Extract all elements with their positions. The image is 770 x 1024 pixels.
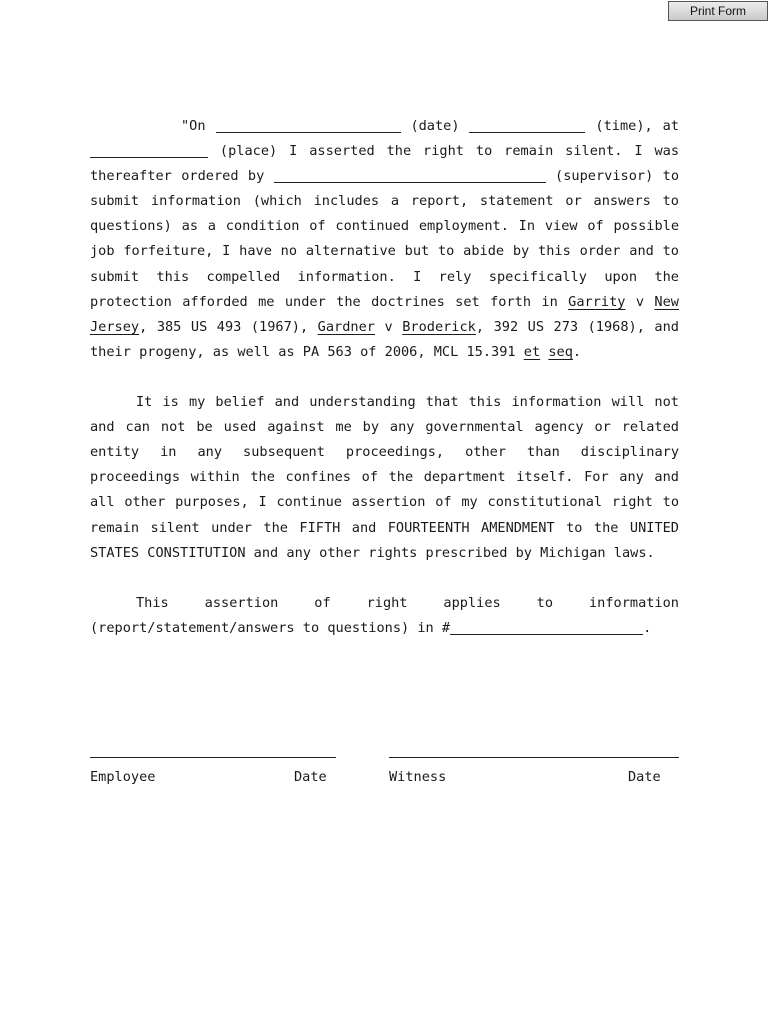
- case-garrity: Garrity: [568, 293, 626, 310]
- text-place-ordered: (place) I asserted the right to remain silent. I was thereafter ordered by: [90, 143, 680, 185]
- time-field[interactable]: [469, 117, 585, 133]
- text-period: .: [572, 343, 582, 360]
- supervisor-field[interactable]: [274, 167, 546, 183]
- employee-signature-line[interactable]: [90, 757, 336, 758]
- text-et: et: [523, 343, 541, 360]
- statement-body: [90, 114, 679, 641]
- date-field[interactable]: [216, 117, 401, 133]
- paragraph-assertion: [90, 114, 679, 365]
- case-broderick: Broderick: [402, 318, 476, 335]
- witness-signature-line[interactable]: [389, 757, 679, 758]
- text-citation2: , 392 US 273 (1968), and their progeny, as well as PA 563 of 2006, MCL 15.391: [90, 318, 679, 360]
- signature-block: [90, 752, 679, 792]
- print-form-button[interactable]: Print Form: [668, 1, 768, 21]
- text-applies-end: .: [643, 619, 652, 636]
- witness-date-label: Date: [628, 769, 661, 785]
- employee-label: Employee: [90, 769, 156, 785]
- text-on: "On: [181, 118, 206, 134]
- text-supervisor-rely: (supervisor) to submit information (which includes a report, statement or answers to questions) as a condition of continued employment. In view of possible job forfeiture, I have no alternative but to abide by this order and to submit this compelled information. I rely specifically upon the protection afforded me under the doctrines set forth in: [90, 168, 680, 310]
- case-gardner: Gardner: [317, 318, 375, 335]
- witness-label: Witness: [389, 769, 447, 785]
- employee-date-label: Date: [294, 769, 327, 785]
- text-citation1: , 385 US 493 (1967),: [139, 318, 318, 335]
- paragraph-belief: [90, 390, 679, 566]
- text-v1: v: [625, 293, 655, 310]
- label-date: (date): [410, 118, 460, 134]
- text-applies: This assertion of right applies to information (report/statement/answers to questions) in #: [90, 594, 679, 636]
- text-v2: v: [374, 318, 403, 335]
- case-new-jersey: New Jersey: [90, 293, 679, 335]
- place-field[interactable]: [90, 142, 208, 158]
- label-time: (time), at: [595, 118, 680, 134]
- paragraph-applies: [90, 591, 679, 641]
- text-belief: It is my belief and understanding that this information will not and can not be used against me by any governmental agency or related entity in any subsequent proceedings, other than disciplinary proceedings within the confines of the department itself. For any and all other purposes, I continue assertion of my constitutional right to remain silent under the FIFTH and FOURTEENTH AMENDMENT to the UNITED STATES CONSTITUTION and any other rights prescribed by Michigan laws.: [90, 394, 679, 561]
- reference-number-field[interactable]: [450, 619, 643, 635]
- text-seq: seq: [548, 343, 573, 360]
